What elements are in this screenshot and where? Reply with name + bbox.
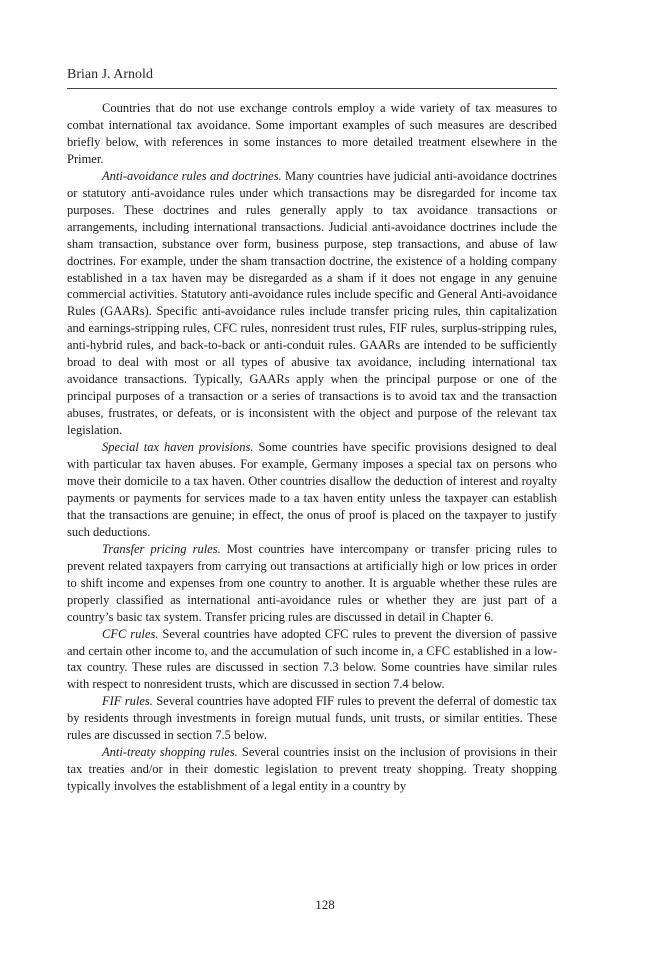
- paragraph-text: Several countries have adopted FIF rules to prevent the deferral of domestic tax by residents through investments in foreign mutual funds, unit trusts, or similar entities. These rules are discussed in section 7.5 below.: [67, 694, 557, 743]
- paragraph-text: Many countries have judicial anti-avoidance doctrines or statutory anti-avoidance rules under which transactions may be disregarded for income tax purposes. These doctrines and rules generally apply to tax avoidance transactions or arrangements, including international transactions. Judicial anti-avoidance doctrines include the sham transaction, substance over form, business purpose, step transactions, and abuse of law doctrines. For example, under the sham transaction doctrine, the existence of a holding company established in a tax haven may be disregarded as a sham if it does not engage in any genuine commercial activities. Statutory anti-avoidance rules include specific and General Anti-avoidance Rules (GAARs). Specific anti-avoidance rules include transfer pricing rules, thin capitalization and earnings-stripping rules, CFC rules, nonresident trust rules, FIF rules, surplus-stripping rules, anti-hybrid rules, and back-to-back or anti-conduit rules. GAARs are intended to be sufficiently broad to deal with most or all types of abusive tax avoidance, including international tax avoidance transactions. Typically, GAARs apply when the principal purpose or one of the principal purposes of a transaction or a series of transactions is to avoid tax and the transaction abuses, frustrates, or defeats, or is inconsistent with the object and purpose of the relevant tax legislation.: [67, 168, 557, 438]
- run-in-heading: CFC rules.: [102, 626, 159, 641]
- body-text: [67, 100, 557, 795]
- paragraph: [67, 168, 557, 439]
- running-head: Brian J. Arnold: [67, 67, 153, 82]
- paragraph: [67, 100, 557, 168]
- paragraph-text: Most countries have intercompany or transfer pricing rules to prevent related taxpayers from carrying out transactions at artificially high or low prices in order to shift income and expenses from one country to another. It is arguable whether these rules are properly classified as international anti-avoidance rules or whether they are just part of a country’s basic tax system. Transfer pricing rules are discussed in detail in Chapter 6.: [67, 541, 557, 624]
- paragraph: [67, 744, 557, 795]
- paragraph-text: Several countries insist on the inclusion of provisions in their tax treaties and/or in their domestic legislation to prevent treaty shopping. Treaty shopping typically involves the establishment of a legal entity in a country by: [67, 745, 557, 794]
- paragraph-text: Some countries have specific provisions designed to deal with particular tax haven abuses. For example, Germany imposes a special tax on persons who move their domicile to a tax haven. Other countries disallow the deduction of interest and royalty payments or payments for services made to a tax haven entity unless the taxpayer can establish that the transactions are genuine; in effect, the onus of proof is placed on the taxpayer to justify such deductions.: [67, 440, 557, 539]
- paragraph: [67, 541, 557, 626]
- paragraph-text: Several countries have adopted CFC rules to prevent the diversion of passive and certain other income to, and the accumulation of such income in, a CFC established in a low-tax country. These rules are discussed in section 7.3 below. Some countries have similar rules with respect to nonresident trusts, which are discussed in section 7.4 below.: [67, 626, 557, 692]
- paragraph: [67, 693, 557, 744]
- run-in-heading: Anti-treaty shopping rules.: [102, 745, 238, 760]
- run-in-heading: Anti-avoidance rules and doctrines.: [102, 168, 282, 183]
- paragraph: [67, 626, 557, 694]
- run-in-heading: Special tax haven provisions.: [102, 440, 254, 455]
- paragraph: [67, 439, 557, 541]
- header-rule: [67, 88, 557, 89]
- run-in-heading: FIF rules.: [102, 694, 153, 709]
- page-number: 128: [315, 897, 335, 912]
- paragraph-text: Countries that do not use exchange controls employ a wide variety of tax measures to combat international tax avoidance. Some important examples of such measures are described briefly below, with references in some instances to more detailed treatment elsewhere in the Primer.: [67, 101, 557, 166]
- run-in-heading: Transfer pricing rules.: [102, 541, 221, 556]
